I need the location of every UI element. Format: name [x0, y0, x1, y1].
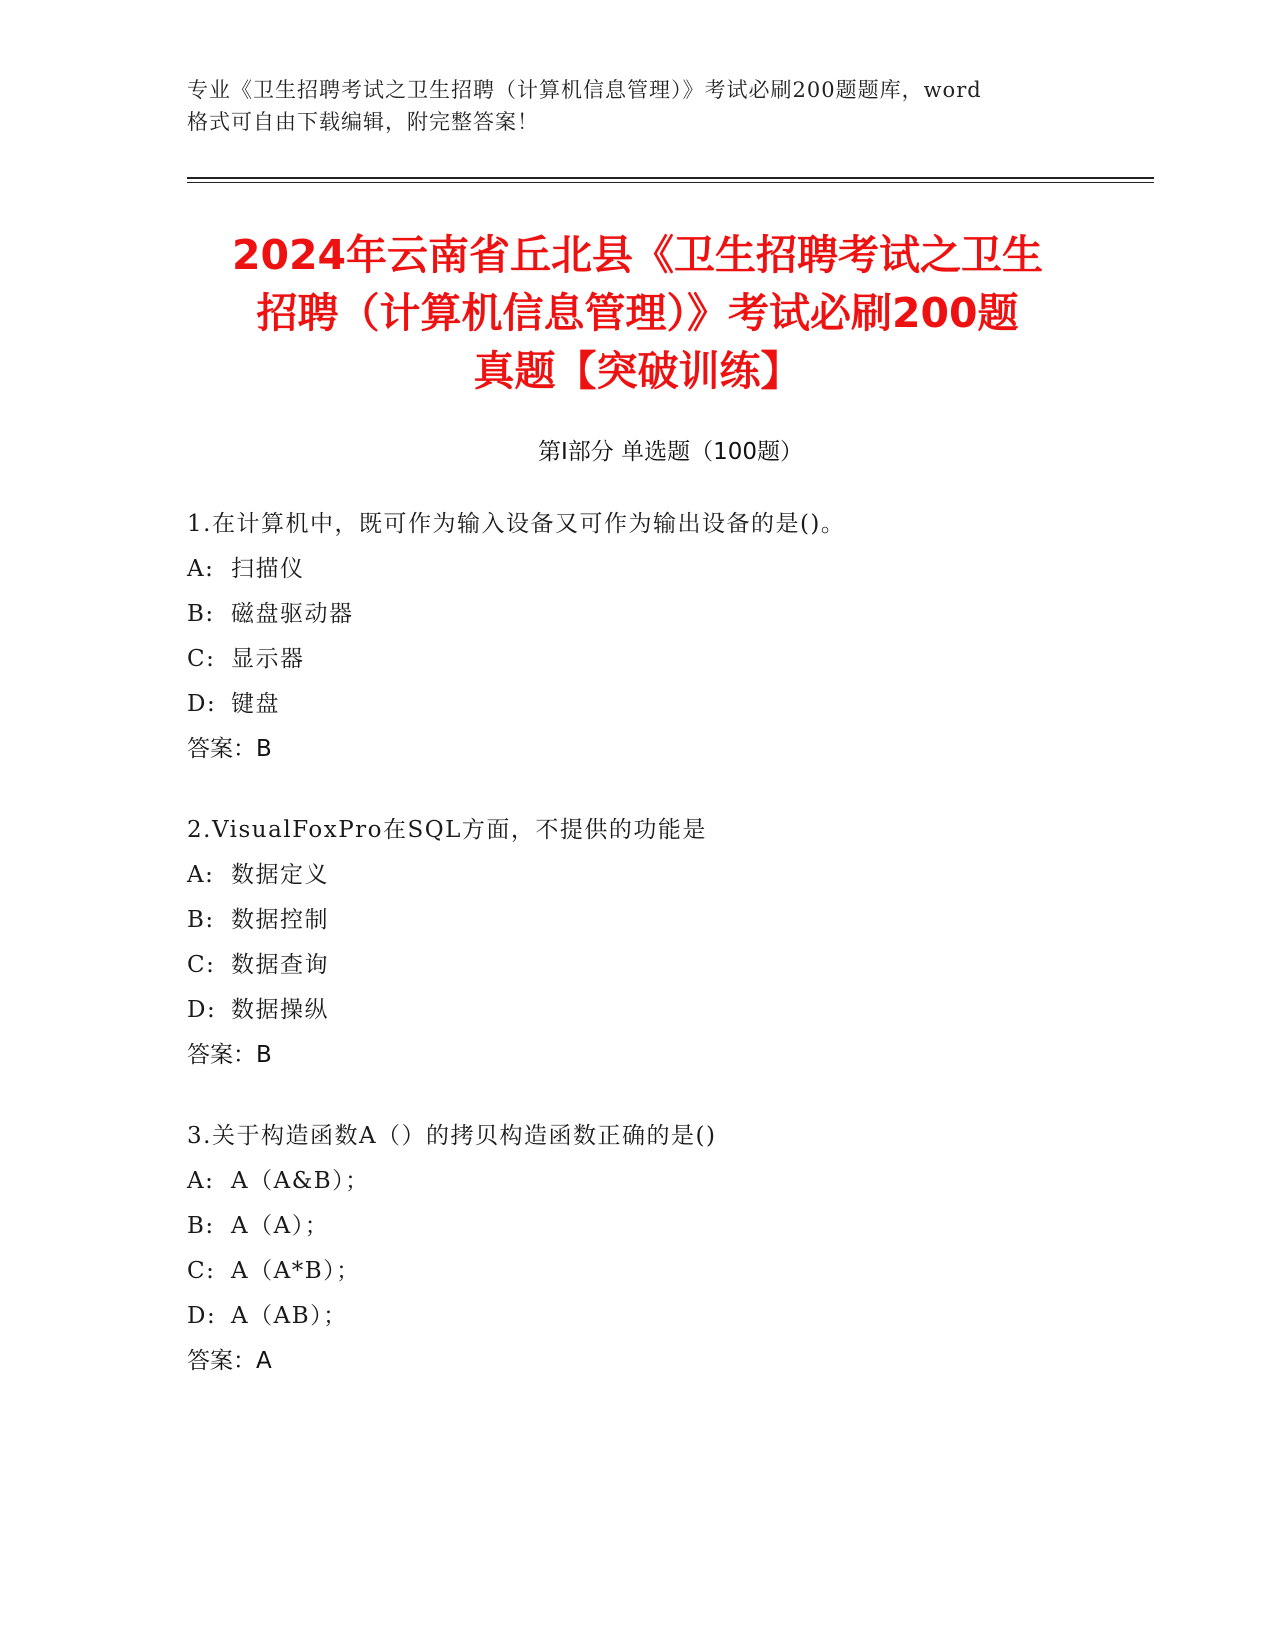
- question-stem: 3.关于构造函数A（）的拷贝构造函数正确的是(): [187, 1123, 717, 1149]
- question-option: [187, 547, 1154, 592]
- document-title-line-1: 2024年云南省丘北县《卫生招聘考试之卫生: [231, 231, 1044, 279]
- question-option: [187, 1204, 1154, 1249]
- header-note-line-2: 格式可自由下载编辑，附完整答案！: [187, 110, 539, 134]
- section-heading: 第Ⅰ部分 单选题（100题）: [538, 439, 803, 465]
- question-option: [187, 988, 1154, 1033]
- option-label: C:: [187, 646, 216, 672]
- question-answer: 答案：B: [187, 736, 272, 762]
- option-text: 键盘: [231, 691, 280, 717]
- question-option: [187, 1294, 1154, 1339]
- question-answer: 答案：A: [187, 1348, 272, 1374]
- option-label: D:: [187, 997, 217, 1023]
- option-text: A（A&B）；: [231, 1168, 370, 1194]
- option-label: C:: [187, 952, 216, 978]
- option-text: A（A）；: [231, 1213, 330, 1239]
- option-label: D:: [187, 1303, 217, 1329]
- question-option: [187, 592, 1154, 637]
- question-option: [187, 682, 1154, 727]
- option-text: 数据查询: [231, 952, 329, 978]
- option-text: 显示器: [231, 646, 305, 672]
- option-text: A（A*B）；: [231, 1258, 361, 1284]
- question-item: [187, 1114, 1154, 1384]
- option-label: A:: [187, 1168, 215, 1194]
- document-title: [160, 226, 1115, 400]
- option-text: 数据控制: [231, 907, 329, 933]
- header-note-line-1: 专业《卫生招聘考试之卫生招聘（计算机信息管理）》考试必刷200题题库，word: [187, 78, 982, 102]
- question-stem: 2.VisualFoxPro在SQL方面，不提供的功能是: [187, 817, 707, 843]
- question-option: [187, 1249, 1154, 1294]
- option-text: 扫描仪: [231, 556, 305, 582]
- option-label: B:: [187, 601, 215, 627]
- question-item: [187, 808, 1154, 1078]
- option-text: 磁盘驱动器: [231, 601, 354, 627]
- question-option: [187, 898, 1154, 943]
- question-answer: 答案：B: [187, 1042, 272, 1068]
- document-title-line-2: 招聘（计算机信息管理）》考试必刷200题: [256, 289, 1019, 337]
- document-title-line-3: 真题【突破训练】: [473, 347, 802, 395]
- option-label: B:: [187, 1213, 215, 1239]
- question-option: [187, 943, 1154, 988]
- option-text: A（AB）；: [231, 1303, 348, 1329]
- option-text: 数据操纵: [231, 997, 329, 1023]
- question-option: [187, 1159, 1154, 1204]
- question-option: [187, 853, 1154, 898]
- header-divider-thick: [187, 177, 1154, 179]
- question-option: [187, 637, 1154, 682]
- option-label: B:: [187, 907, 215, 933]
- option-label: A:: [187, 556, 215, 582]
- question-stem: 1.在计算机中，既可作为输入设备又可作为输出设备的是()。: [187, 511, 846, 537]
- header-divider-thin: [187, 182, 1154, 183]
- option-text: 数据定义: [231, 862, 329, 888]
- option-label: D:: [187, 691, 217, 717]
- option-label: A:: [187, 862, 215, 888]
- option-label: C:: [187, 1258, 216, 1284]
- question-item: [187, 502, 1154, 772]
- header-note: [187, 74, 1087, 138]
